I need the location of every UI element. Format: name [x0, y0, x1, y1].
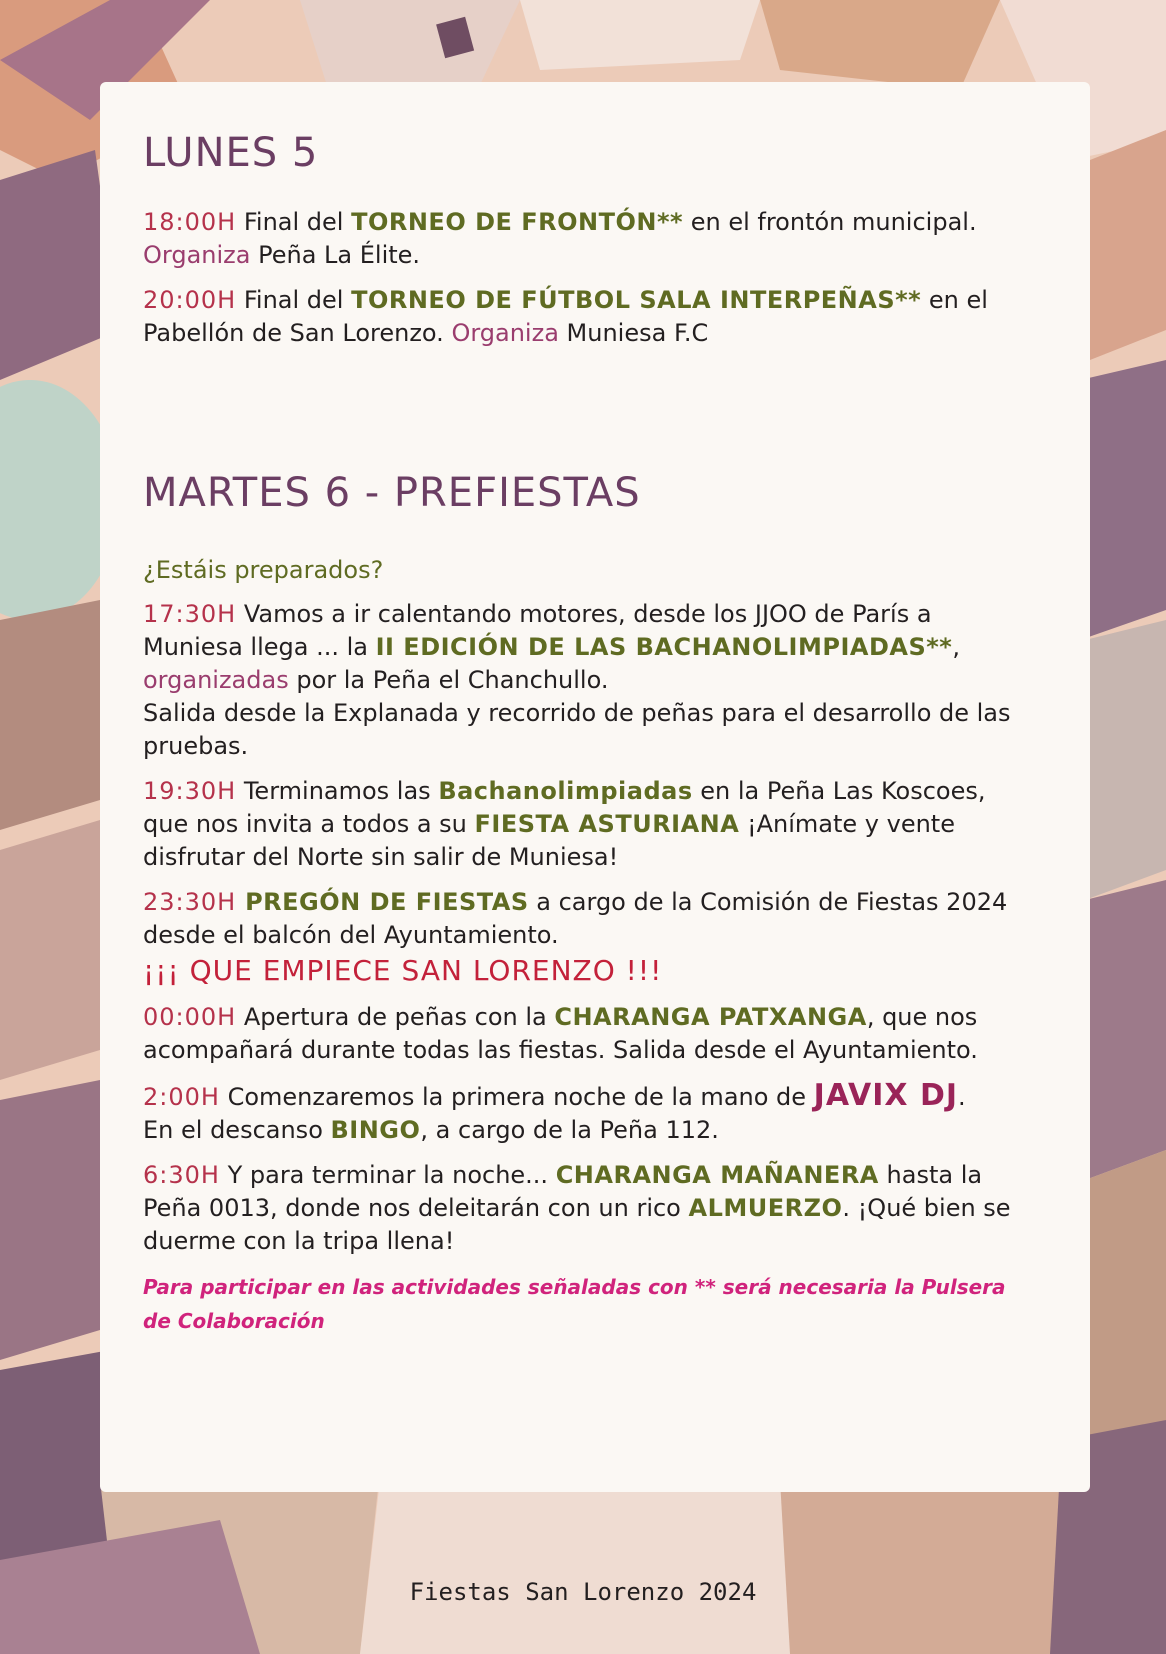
event-highlight: CHARANGA MAÑANERA — [555, 1161, 879, 1189]
event-text: en el Pabellón de San Lorenzo. — [143, 286, 988, 347]
event-lunes-1800 — [143, 206, 1023, 272]
event-text: ¡Anímate y vente disfrutar del Norte sin salir de Muniesa! — [143, 810, 955, 871]
event-text: . — [958, 1083, 966, 1111]
event-text: Terminamos las — [236, 777, 439, 805]
event-martes-2330 — [143, 886, 1023, 989]
event-highlight: FIESTA ASTURIANA — [474, 810, 740, 838]
event-text: hasta la Peña 0013, donde nos deleitarán con un rico — [143, 1161, 983, 1222]
event-highlight: TORNEO DE FRONTÓN** — [351, 208, 684, 236]
program-content — [143, 130, 1023, 1358]
event-text: a cargo de la Comisión de Fiestas 2024 desde el balcón del Ayuntamiento. — [143, 888, 1008, 949]
event-text: , — [952, 633, 960, 661]
event-highlight: CHARANGA PATXANGA — [554, 1003, 867, 1031]
event-time: 20:00H — [143, 286, 237, 314]
event-text: Salida desde la Explanada y recorrido de peñas para el desarrollo de las pruebas. — [143, 699, 1011, 760]
organiza-label: organizadas — [143, 666, 289, 694]
event-text: Muniesa F.C — [558, 319, 709, 347]
event-martes-1730 — [143, 598, 1023, 763]
event-text: Vamos a ir calentando motores, desde los JJOO de París a Muniesa llega ... la — [143, 600, 932, 661]
event-text: por la Peña el Chanchullo. — [288, 666, 609, 694]
day-title-lunes: LUNES 5 — [143, 130, 319, 176]
event-highlight: TORNEO DE FÚTBOL SALA INTERPEÑAS** — [351, 286, 922, 314]
event-text: en la Peña Las Koscoes, que nos invita a todos a su — [143, 777, 986, 838]
event-text: Apertura de peñas con la — [236, 1003, 555, 1031]
event-martes-0000 — [143, 1001, 1023, 1067]
event-text: Final del — [236, 208, 352, 236]
event-time: 2:00H — [143, 1083, 220, 1111]
event-text: . ¡Qué bien se duerme con la tripa llena! — [143, 1194, 1011, 1255]
event-highlight: PREGÓN DE FIESTAS — [236, 888, 529, 916]
event-text: , a cargo de la Peña 112. — [420, 1116, 719, 1144]
day-title-martes: MARTES 6 - PREFIESTAS — [143, 470, 641, 516]
event-text: en el frontón municipal. — [683, 208, 977, 236]
event-highlight: ALMUERZO — [688, 1194, 843, 1222]
event-text: Y para terminar la noche... — [219, 1161, 556, 1189]
event-text: Comenzaremos la primera noche de la mano de — [219, 1083, 814, 1111]
event-highlight: Bachanolimpiadas — [438, 777, 693, 805]
event-text: Peña La Élite. — [250, 241, 421, 269]
event-text: En el descanso — [143, 1116, 331, 1144]
event-time: 17:30H — [143, 600, 237, 628]
opening-shout: ¡¡¡ QUE EMPIECE SAN LORENZO !!! — [143, 954, 663, 987]
wristband-note: Para participar en las actividades señaladas con ** será necesaria la Pulsera de Colaboración — [143, 1275, 1006, 1333]
event-text: , que nos acompañará durante todas las fiestas. Salida desde el Ayuntamiento. — [143, 1003, 978, 1064]
organiza-label: Organiza — [143, 241, 251, 269]
event-lunes-2000 — [143, 284, 1023, 350]
event-martes-1930 — [143, 775, 1023, 874]
event-time: 19:30H — [143, 777, 237, 805]
page-footer: Fiestas San Lorenzo 2024 — [409, 1578, 757, 1606]
event-highlight: BINGO — [330, 1116, 421, 1144]
event-text: Final del — [236, 286, 352, 314]
event-time: 00:00H — [143, 1003, 237, 1031]
event-highlight: II EDICIÓN DE LAS BACHANOLIMPIADAS** — [375, 633, 953, 661]
event-time: 23:30H — [143, 888, 237, 916]
event-time: 18:00H — [143, 208, 237, 236]
organiza-label: Organiza — [451, 319, 559, 347]
event-martes-0200 — [143, 1079, 1023, 1147]
event-time: 6:30H — [143, 1161, 220, 1189]
event-martes-0630 — [143, 1159, 1023, 1258]
dj-name: JAVIX DJ — [813, 1078, 959, 1113]
intro-question: ¿Estáis preparados? — [143, 556, 384, 584]
